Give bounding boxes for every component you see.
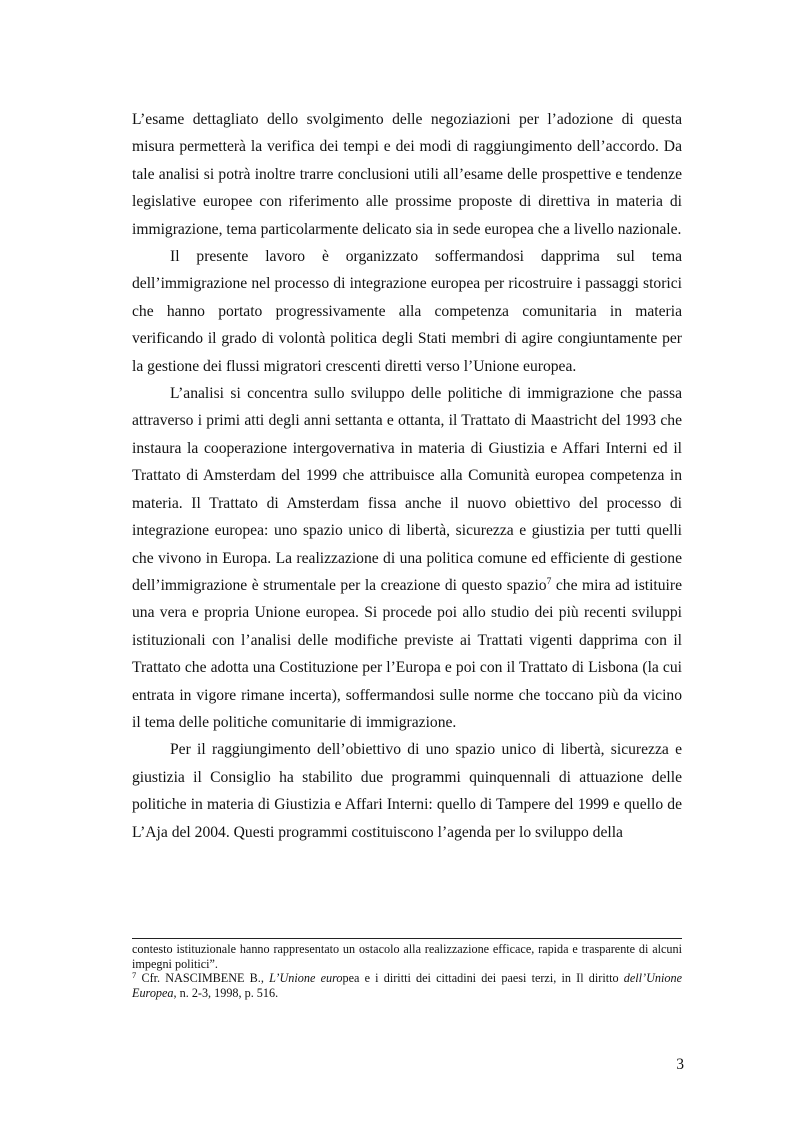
footnote-7-number: 7 [132,970,137,981]
paragraph-3 [132,380,682,736]
paragraph-4: Per il raggiungimento dell’obiettivo di uno spazio unico di libertà, sicurezza e giustizia il Consiglio ha stabilito due programmi quinquennali di attuazione delle politiche in materia di Giustizia e Affari Interni: quello di Tampere del 1999 e quello de L’Aja del 2004. Questi programmi costituiscono l’agenda per lo sviluppo della [132,741,682,841]
footnote-7-journal: dell’Unione Europea [132,971,682,1000]
footnote-7-suffix: , n. 2-3, 1998, p. 516. [173,985,279,1000]
footnote-ref-7[interactable]: 7 [546,576,552,587]
paragraph-1: L’esame dettagliato dello svolgimento delle negoziazioni per l’adozione di questa misura permetterà la verifica dei tempi e dei modi di raggiungimento dell’accordo. Da tale analisi si potrà inoltre trarre conclusioni utili all’esame delle prospettive e tendenze legislative europee con riferimento alle prossime proposte di direttiva in materia di immigrazione, tema particolarmente delicato sia in sede europea che a livello nazionale. [132,111,682,238]
footnotes [132,942,682,1000]
footnote-7 [132,971,682,1000]
footnote-separator [132,938,682,939]
footnote-7-prefix: Cfr. NASCIMBENE B., [136,971,270,986]
footnote-7-title-rest: pea e i diritti dei cittadini dei paesi terzi, in Il diritto [342,971,624,986]
body-text [132,106,682,846]
footnote-7-title-italic: L’Unione euro [269,971,343,986]
paragraph-2: Il presente lavoro è organizzato soffermandosi dapprima sul tema dell’immigrazione nel processo di integrazione europea per ricostruire i passaggi storici che hanno portato progressivamente alla competenza comunitaria in materia verificando il grado di volontà politica degli Stati membri di agire congiuntamente per la gestione dei flussi migratori crescenti diretti verso l’Unione europea. [132,248,682,375]
footnote-continuation: contesto istituzionale hanno rappresentato un ostacolo alla realizzazione efficace, rapida e trasparente di alcuni impegni politici”. [132,942,682,971]
page-number: 3 [676,1056,684,1073]
paragraph-3-text-b: che mira ad istituire una vera e propria Unione europea. Si procede poi allo studio dei più recenti sviluppi istituzionali con l’analisi delle modifiche previste ai Trattati vigenti dapprima con il Trattato che adotta una Costituzione per l’Europa e poi con il Trattato di Lisbona (la cui entrata in vigore rimane incerta), soffermandosi sulle norme che toccano più da vicino il tema delle politiche comunitarie di immigrazione. [132,576,683,731]
paragraph-3-text-a: L’analisi si concentra sullo sviluppo delle politiche di immigrazione che passa attraverso i primi atti degli anni settanta e ottanta, il Trattato di Maastricht del 1993 che instaura la cooperazione intergovernativa in materia di Giustizia e Affari Interni ed il Trattato di Amsterdam del 1999 che attribuisce alla Comunità europea competenza in materia. Il Trattato di Amsterdam fissa anche il nuovo obiettivo del processo di integrazione europea: uno spazio unico di libertà, sicurezza e giustizia per tutti quelli che vivono in Europa. La realizzazione di una politica comune ed efficiente di gestione dell’immigrazione è strumentale per la creazione di questo spazio [132,385,682,594]
